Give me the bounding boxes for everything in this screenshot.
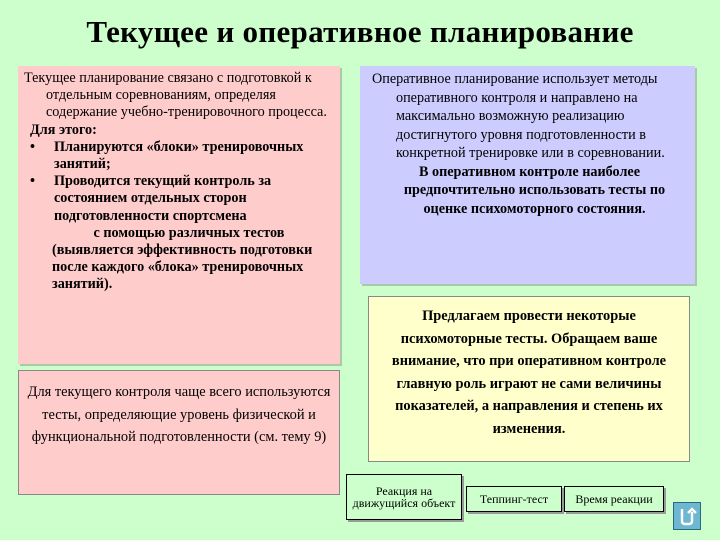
effectiveness-note: (выявляется эффективность подготовки после каждого «блока» тренировочных занятий).: [52, 242, 313, 293]
psychomotor-tests-panel: [368, 296, 690, 462]
list-item: [24, 139, 334, 173]
tapping-test-button[interactable]: [466, 486, 562, 512]
reaction-moving-object-button[interactable]: [346, 474, 462, 520]
bullet-marker: •: [30, 173, 35, 190]
current-planning-list: [24, 139, 334, 225]
current-control-note-panel: [18, 370, 340, 495]
current-control-note: Для текущего контроля чаще всего используются тесты, определяющие уровень физической и функциональной подготовленности (см. тему 9): [27, 384, 331, 445]
list-item: [24, 173, 334, 225]
operational-planning-panel: [360, 66, 695, 284]
operational-control-text: В оперативном контроле наиболее предпочтительно использовать тесты по оценке психомоторного состояния.: [403, 163, 666, 217]
return-arrow-icon: [677, 506, 697, 526]
return-button[interactable]: [673, 502, 701, 530]
tests-note: с помощью различных тестов: [93, 224, 285, 241]
operational-planning-text: Оперативное планирование использует методы оперативного контроля и направлено на максимально возможную реализацию достигнутого уровня подготовленности в конкретной тренировке или в соревновании.: [372, 71, 665, 161]
list-item-text: Проводится текущий контроль за состоянием отдельных сторон подготовленности спортсмена: [54, 173, 272, 224]
reaction-moving-object-label: Реакция на движущийся объект: [352, 483, 456, 510]
tapping-test-label: Теппинг-тест: [479, 491, 549, 506]
current-planning-intro: Текущее планирование связано с подготовкой к отдельным соревнованиям, определяя содержание учебно-тренировочного процесса.: [24, 70, 327, 121]
bullet-marker: •: [30, 138, 35, 155]
list-item-text: Планируются «блоки» тренировочных занятий;: [54, 138, 304, 173]
page-title: Текущее и оперативное планирование: [86, 14, 634, 49]
current-planning-panel: [18, 66, 340, 364]
for-this-label: Для этого:: [30, 121, 97, 138]
reaction-time-button[interactable]: [564, 486, 664, 512]
reaction-time-label: Время реакции: [575, 491, 653, 506]
psychomotor-tests-text: Предлагаем провести некоторые психомоторные тесты. Обращаем ваше внимание, что при оперативном контроле главную роль играют не сами величины показателей, а направления и степень их изменения.: [391, 308, 667, 437]
